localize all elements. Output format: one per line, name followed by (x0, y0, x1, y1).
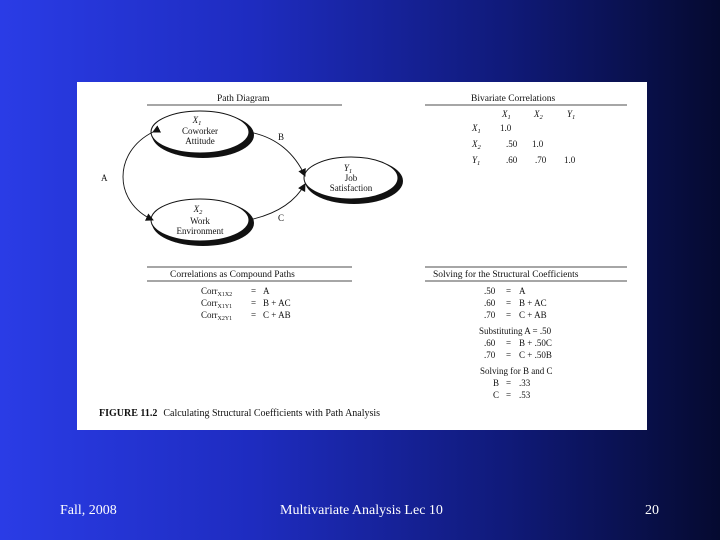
path-b-label: B (278, 132, 285, 142)
svg-text:=: = (506, 338, 512, 348)
path-diagram-title: Path Diagram (217, 94, 270, 104)
svg-text:=: = (251, 298, 257, 308)
svg-text:Y1: $Y_1$ (567, 109, 576, 121)
path-c-label: C (278, 213, 285, 223)
path-b-arrow (249, 132, 305, 176)
compound-title: Correlations as Compound Paths (170, 270, 295, 280)
svg-text:X2: $X_2$ (193, 204, 203, 216)
compound-equations (201, 286, 291, 322)
solving-bc-label: Solving for B and C (480, 366, 553, 376)
svg-text:=: = (251, 310, 257, 320)
svg-text:Job: Job (344, 173, 358, 183)
svg-text:.70: .70 (535, 155, 547, 165)
svg-text:CorrX1Y1: Corr$_{X1Y1}$ (201, 298, 233, 310)
path-analysis-figure (77, 82, 647, 430)
svg-text:=: = (506, 390, 512, 400)
bivariate-title: Bivariate Correlations (471, 94, 556, 104)
svg-text:Attitude: Attitude (185, 136, 215, 146)
svg-text:Satisfaction: Satisfaction (329, 183, 373, 193)
substituting-label: Substituting A = .50 (479, 326, 552, 336)
svg-text:X2: $X_2$ (534, 109, 543, 121)
svg-text:B + AC: B + AC (263, 298, 291, 308)
svg-text:=: = (506, 350, 512, 360)
svg-text:=: = (506, 298, 512, 308)
svg-text:.60: .60 (506, 155, 518, 165)
footer-date: Fall, 2008 (60, 503, 117, 518)
node-x1 (151, 111, 254, 158)
svg-text:.60: .60 (484, 338, 496, 348)
path-c-arrow (249, 184, 305, 220)
svg-text:=: = (506, 310, 512, 320)
figure-caption: FIGURE 11.2 Calculating Structural Coefficients with Path Analysis (99, 408, 381, 419)
svg-text:Y1: $Y_1$ (472, 155, 481, 167)
svg-text:.33: .33 (519, 378, 531, 388)
figure-panel (77, 82, 647, 430)
svg-text:Work: Work (190, 216, 210, 226)
solving-title: Solving for the Structural Coefficients (433, 270, 579, 280)
svg-text:.50: .50 (484, 286, 496, 296)
svg-text:A: A (263, 286, 270, 296)
node-y1 (304, 157, 403, 204)
svg-text:X1: $X_1$ (502, 109, 511, 121)
slide-number: 20 (645, 503, 659, 518)
svg-text:Coworker: Coworker (182, 126, 218, 136)
svg-text:.50: .50 (506, 139, 518, 149)
svg-text:B + .50C: B + .50C (519, 338, 552, 348)
svg-text:=: = (251, 286, 257, 296)
svg-text:=: = (506, 378, 512, 388)
bivariate-table (471, 109, 576, 167)
svg-text:X1: $X_1$ (472, 123, 481, 135)
svg-text:Environment: Environment (176, 226, 224, 236)
path-a-arc (123, 132, 153, 220)
svg-text:1.0: 1.0 (532, 139, 544, 149)
svg-text:.70: .70 (484, 350, 496, 360)
svg-text:B + AC: B + AC (519, 298, 547, 308)
svg-text:CorrX1X2: Corr$_{X1X2}$ (201, 286, 233, 298)
svg-text:.53: .53 (519, 390, 531, 400)
svg-text:Y1: $Y_1$ (343, 163, 353, 175)
svg-text:CorrX2Y1: Corr$_{X2Y1}$ (201, 310, 233, 322)
footer-course-title: Multivariate Analysis Lec 10 (280, 503, 443, 518)
svg-text:=: = (506, 286, 512, 296)
solving-equations (479, 286, 553, 400)
svg-text:A: A (519, 286, 526, 296)
svg-text:C + AB: C + AB (263, 310, 291, 320)
node-x2 (151, 199, 254, 246)
svg-text:C + .50B: C + .50B (519, 350, 552, 360)
svg-text:1.0: 1.0 (500, 123, 512, 133)
path-a-label: A (101, 173, 108, 183)
svg-text:.60: .60 (484, 298, 496, 308)
svg-text:B: B (493, 378, 500, 388)
svg-text:.70: .70 (484, 310, 496, 320)
svg-text:C + AB: C + AB (519, 310, 547, 320)
svg-text:X1: $X_1$ (192, 115, 202, 127)
svg-text:X2: $X_2$ (472, 139, 481, 151)
svg-text:1.0: 1.0 (564, 155, 576, 165)
svg-text:C: C (493, 390, 500, 400)
